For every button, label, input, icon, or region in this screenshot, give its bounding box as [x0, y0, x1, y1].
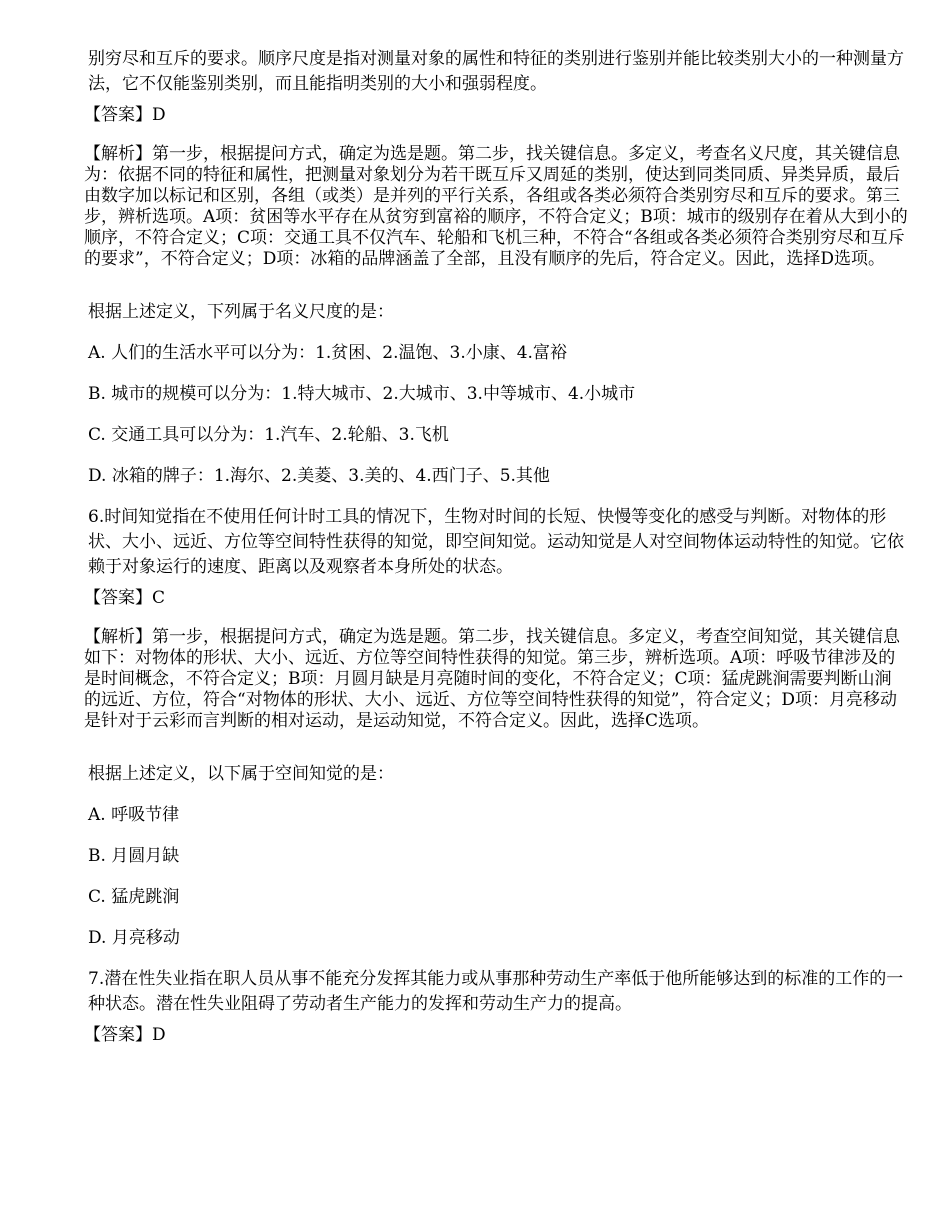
q6-option-b: B. 月圆月缺 — [88, 846, 180, 866]
q5-question: 根据上述定义，下列属于名义尺度的是： — [88, 302, 394, 322]
q5-option-b: B. 城市的规模可以分为：1.特大城市、2.大城市、3.中等城市、4.小城市 — [88, 384, 636, 404]
q7-definition: 7.潜在性失业指在职人员从事不能充分发挥其能力或从事那种劳动生产率低于他所能够达到的标准的工作的一种状态。潜在性失业阻碍了劳动者生产能力的发挥和劳动生产力的提高。 — [88, 969, 904, 1014]
q6-analysis: 【解析】第一步，根据提问方式，确定为选是题。第二步，找关键信息。多定义，考查空间知觉，其关键信息如下：对物体的形状、大小、远近、方位等空间特性获得的知觉。第三步，辨析选项。A项：呼吸节律涉及的是时间概念，不符合定义；B项：月圆月缺是月亮随时间的变化，不符合定义；C项：猛虎跳涧需要判断山涧的远近、方位，符合“对物体的形状、大小、远近、方位等空间特性获得的知觉”，符合定义；D项：月亮移动是针对于云彩而言判断的相对运动，是运动知觉，不符合定义。因此，选择C选项。 — [84, 627, 900, 731]
q5-analysis: 【解析】第一步，根据提问方式，确定为选是题。第二步，找关键信息。多定义，考查名义尺度，其关键信息为：依据不同的特征和属性，把测量对象划分为若干既互斥又周延的类别，使达到同类同质、异类异质，最后由数字加以标记和区别，各组（或类）是并列的平行关系，各组或各类必须符合类别穷尽和互斥的要求。第三步，辨析选项。A项：贫困等水平存在从贫穷到富裕的顺序，不符合定义；B项：城市的级别存在着从大到小的顺序，不符合定义；C项：交通工具不仅汽车、轮船和飞机三种，不符合“各组或各类必须符合类别穷尽和互斥的要求”，不符合定义；D项：冰箱的品牌涵盖了全部，且没有顺序的先后，符合定义。因此，选择D选项。 — [84, 144, 908, 269]
q6-option-a: A. 呼吸节律 — [88, 805, 180, 825]
q6-option-c: C. 猛虎跳涧 — [88, 887, 180, 907]
q6-option-d: D. 月亮移动 — [88, 928, 180, 948]
q6-question: 根据上述定义，以下属于空间知觉的是： — [88, 764, 394, 784]
q7-answer: 【答案】D — [84, 1025, 166, 1045]
q5-option-c: C. 交通工具可以分为：1.汽车、2.轮船、3.飞机 — [88, 425, 449, 445]
q5-option-a: A. 人们的生活水平可以分为：1.贫困、2.温饱、3.小康、4.富裕 — [88, 343, 567, 363]
q5-option-d: D. 冰箱的牌子：1.海尔、2.美菱、3.美的、4.西门子、5.其他 — [88, 466, 550, 486]
document-page — [84, 47, 908, 1048]
q5-answer: 【答案】D — [84, 105, 166, 125]
q6-answer: 【答案】C — [84, 588, 166, 608]
q5-definition-tail: 别穷尽和互斥的要求。顺序尺度是指对测量对象的属性和特征的类别进行鉴别并能比较类别大小的一种测量方法，它不仅能鉴别类别，而且能指明类别的大小和强弱程度。 — [88, 49, 904, 94]
q6-definition: 6.时间知觉指在不使用任何计时工具的情况下，生物对时间的长短、快慢等变化的感受与判断。对物体的形状、大小、远近、方位等空间特性获得的知觉，即空间知觉。运动知觉是人对空间物体运动特性的知觉。它依赖于对象运行的速度、距离以及观察者本身所处的状态。 — [88, 507, 904, 577]
